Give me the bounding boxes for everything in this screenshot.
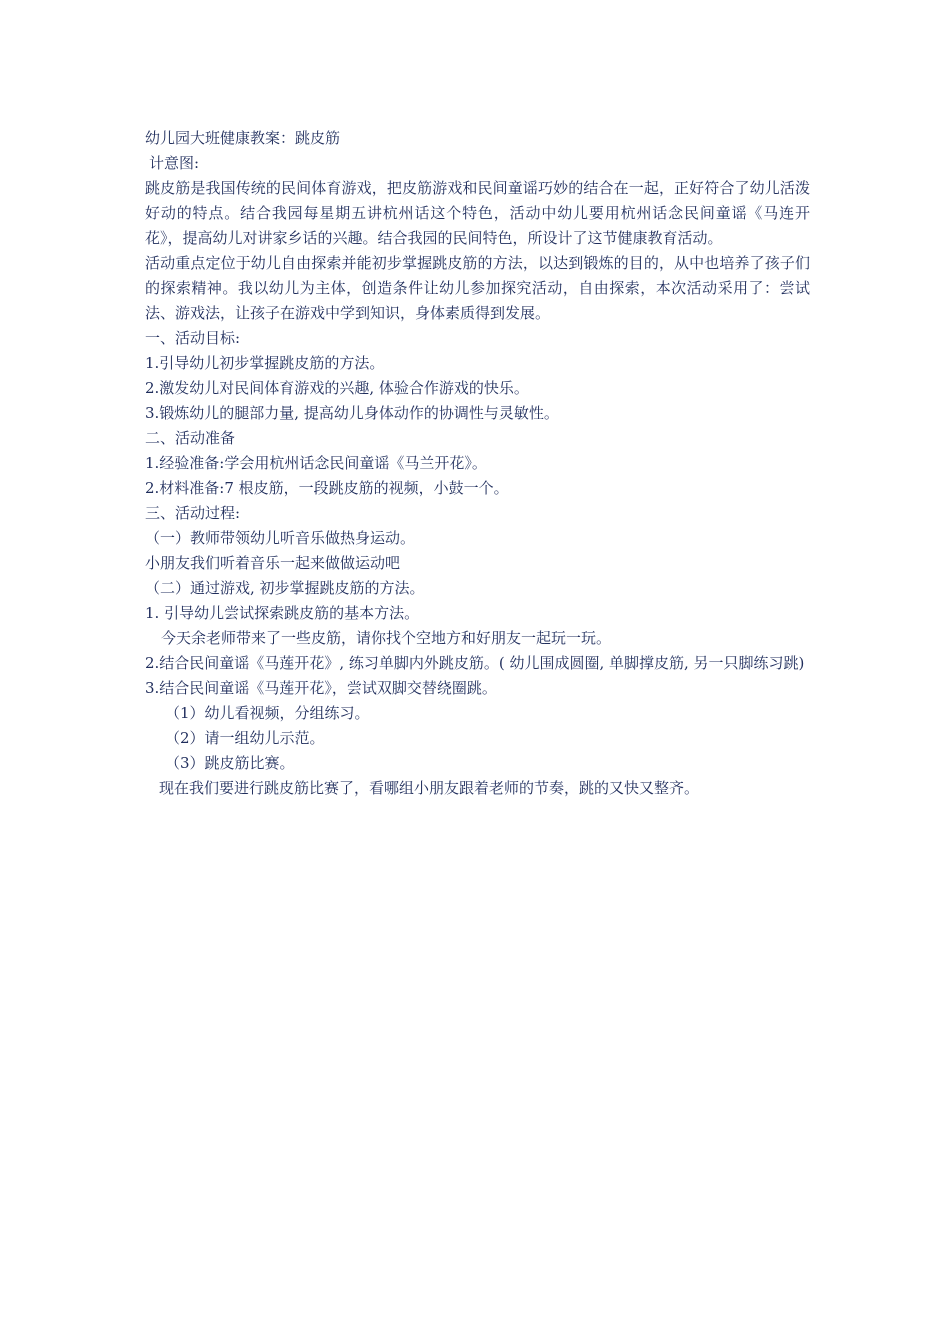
intro-paragraph-2: 活动重点定位于幼儿自由探索并能初步掌握跳皮筋的方法，以达到锻炼的目的，从中也培养了孩子们的探索精神。我以幼儿为主体，创造条件让幼儿参加探究活动，自由探索，本次活动采用了：尝试法、游戏法，让孩子在游戏中学到知识，身体素质得到发展。	[145, 254, 810, 322]
document-page	[145, 126, 810, 801]
design-heading: 计意图:	[149, 154, 200, 172]
step-a-text: 小朋友我们听着音乐一起来做做运动吧	[145, 554, 401, 572]
step-b-item-3-sub-2: （2）请一组幼儿示范。	[165, 729, 325, 747]
closing-text: 现在我们要进行跳皮筋比赛了，看哪组小朋友跟着老师的节奏，跳的又快又整齐。	[159, 779, 700, 797]
section-heading-goals: 一、活动目标:	[145, 329, 241, 347]
prep-item-1: 1.经验准备:学会用杭州话念民间童谣《马兰开花》。	[145, 454, 487, 472]
step-b-item-1: 1. 引导幼儿尝试探索跳皮筋的基本方法。	[145, 604, 420, 622]
section-heading-preparation: 二、活动准备	[145, 429, 236, 447]
step-b-item-3: 3.结合民间童谣《马莲开花》，尝试双脚交替绕圈跳。	[145, 679, 497, 697]
prep-item-2: 2.材料准备:7 根皮筋，一段跳皮筋的视频，小鼓一个。	[145, 479, 509, 497]
goal-item-2: 2.激发幼儿对民间体育游戏的兴趣, 体验合作游戏的快乐。	[145, 379, 529, 397]
doc-title: 幼儿园大班健康教案：跳皮筋	[145, 129, 341, 147]
goal-item-3: 3.锻炼幼儿的腿部力量, 提高幼儿身体动作的协调性与灵敏性。	[145, 404, 559, 422]
step-b-item-3-sub-3: （3）跳皮筋比赛。	[165, 754, 295, 772]
step-b-item-1-text: 今天余老师带来了一些皮筋，请你找个空地方和好朋友一起玩一玩。	[161, 629, 612, 647]
step-b-item-3-sub-1: （1）幼儿看视频，分组练习。	[165, 704, 370, 722]
goal-item-1: 1.引导幼儿初步掌握跳皮筋的方法。	[145, 354, 385, 372]
step-a-heading: （一）教师带领幼儿听音乐做热身运动。	[145, 529, 416, 547]
intro-paragraph-1: 跳皮筋是我国传统的民间体育游戏，把皮筋游戏和民间童谣巧妙的结合在一起，正好符合了幼儿活泼好动的特点。结合我园每星期五讲杭州话这个特色，活动中幼儿要用杭州话念民间童谣《马连开花》，提高幼儿对讲家乡话的兴趣。结合我园的民间特色，所设计了这节健康教育活动。	[145, 179, 810, 247]
step-b-heading: （二）通过游戏, 初步掌握跳皮筋的方法。	[145, 579, 425, 597]
step-b-item-2: 2.结合民间童谣《马莲开花》, 练习单脚内外跳皮筋。( 幼儿围成圆圈, 单脚撑皮筋, 另一只脚练习跳)	[145, 654, 805, 672]
section-heading-process: 三、活动过程:	[145, 504, 241, 522]
